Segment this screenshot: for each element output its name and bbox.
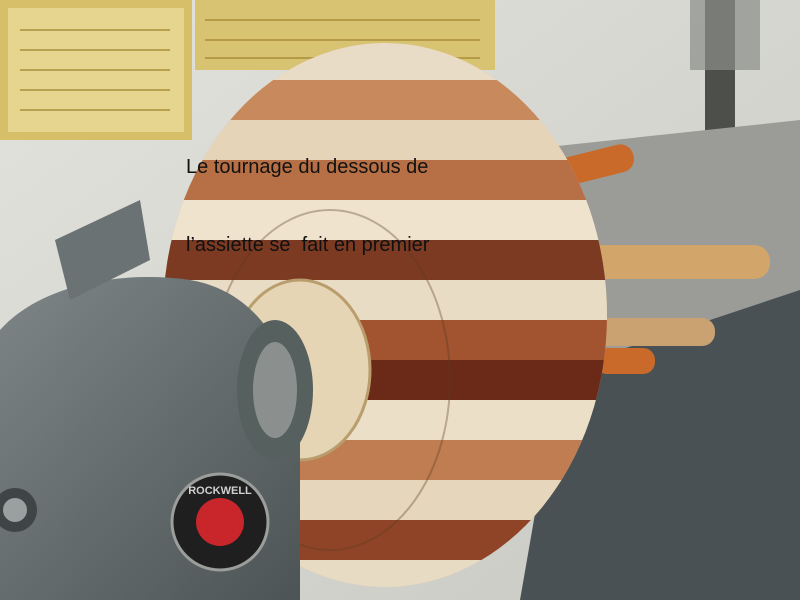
brand-badge	[172, 474, 268, 570]
caption-line-2: l’assiette se fait en premier	[186, 234, 430, 256]
brand-badge-text: ROCKWELL	[188, 485, 252, 497]
photo-caption	[186, 102, 486, 310]
caption-line-1: Le tournage du dessous de	[186, 156, 429, 178]
